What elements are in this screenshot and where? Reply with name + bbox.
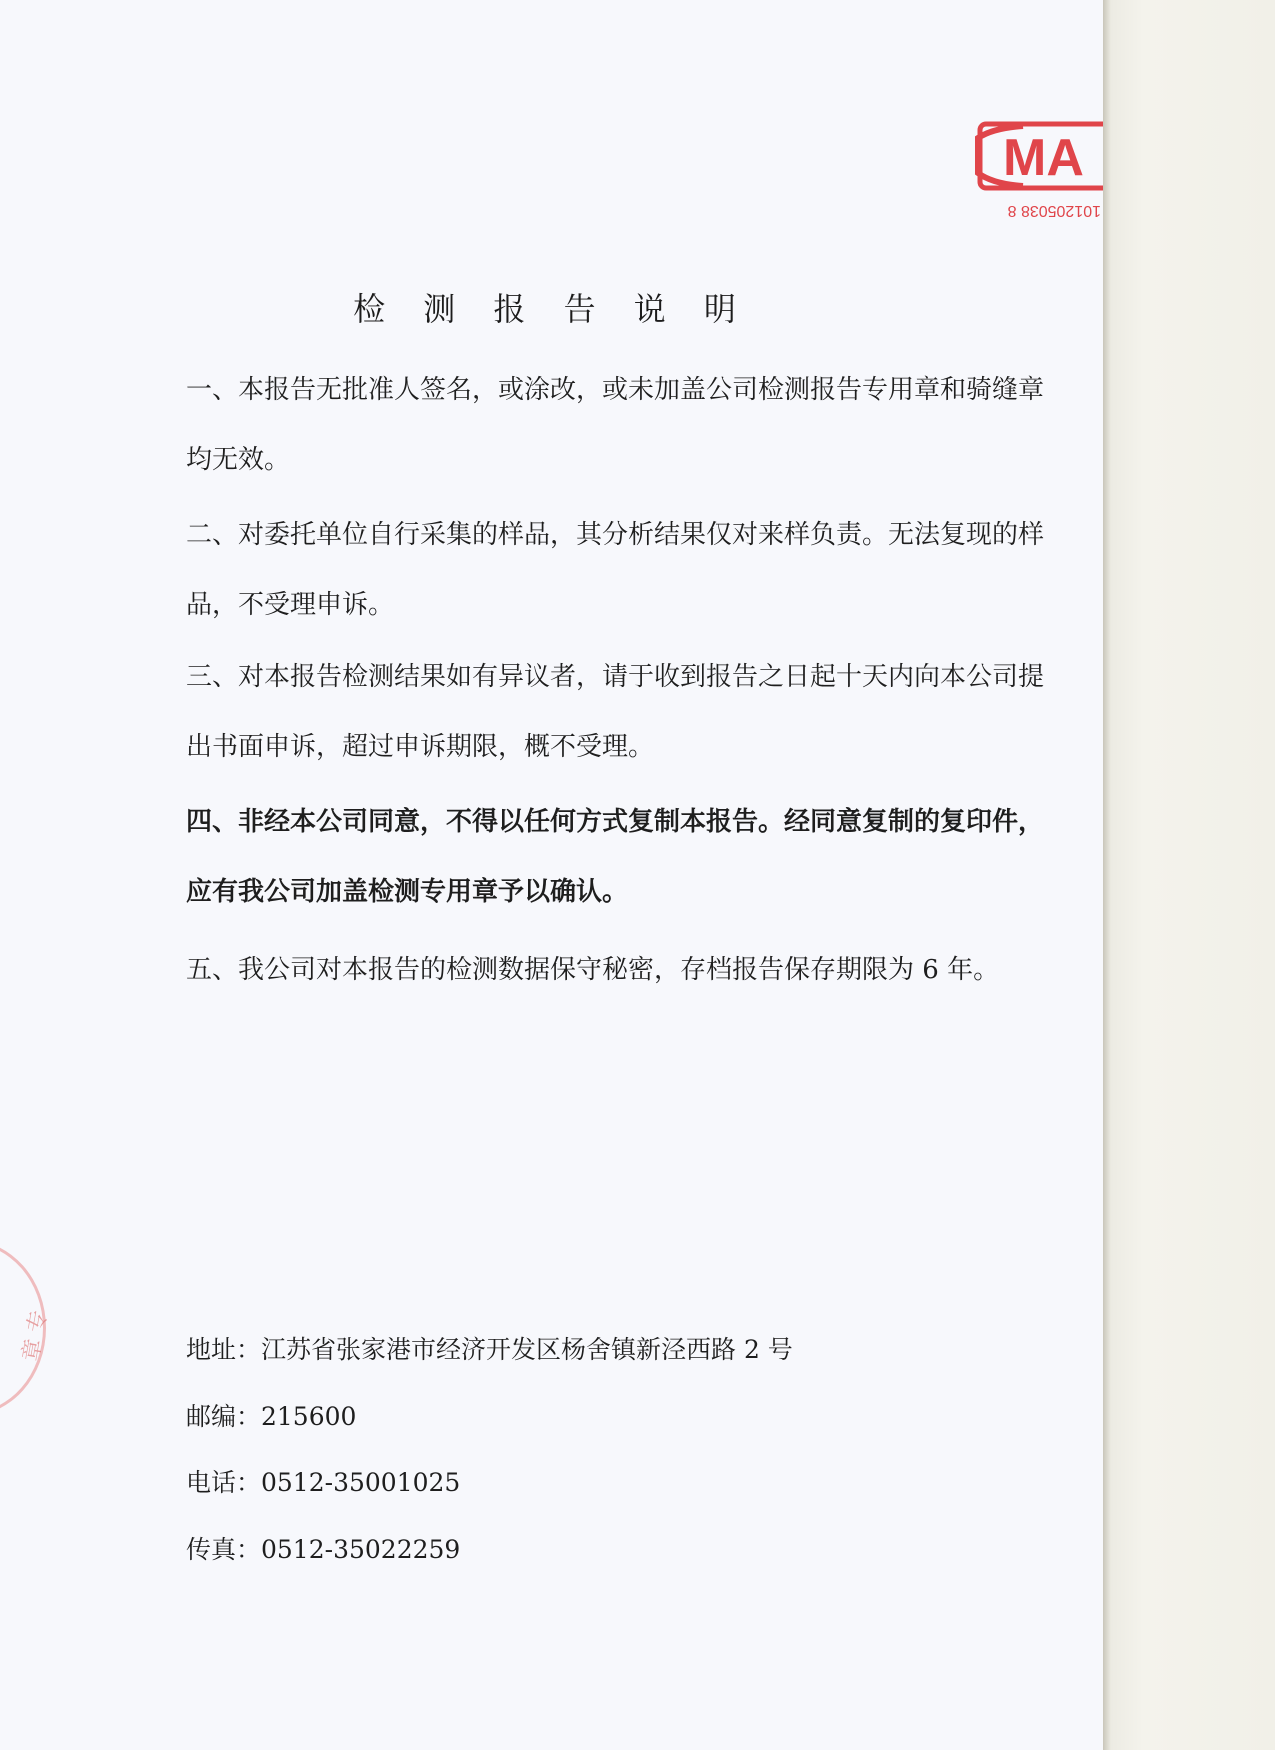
postcode-line: 邮编：215600 (186, 1402, 357, 1431)
clause-2: 二、对委托单位自行采集的样品，其分析结果仅对来样负责。无法复现的样品，不受理申诉。 (186, 520, 1045, 620)
clause-4: 四、非经本公司同意，不得以任何方式复制本报告。经同意复制的复印件，应有我公司加盖检测专用章予以确认。 (186, 807, 1045, 907)
clause-1: 一、本报告无批准人签名，或涂改，或未加盖公司检测报告专用章和骑缝章均无效。 (186, 375, 1045, 475)
address-line: 地址：江苏省张家港市经济开发区杨舍镇新泾西路 2 号 (186, 1335, 793, 1364)
fax-line: 传真：0512-35022259 (186, 1535, 461, 1564)
page-title: 检 测 报 告 说 明 (353, 290, 750, 328)
cma-seal (963, 108, 1103, 233)
svg-text:MA: MA (1003, 129, 1084, 187)
cma-seal-icon (963, 108, 1103, 233)
next-page-edge (1103, 0, 1275, 1750)
partial-seal-text: 章 专 (18, 1308, 53, 1364)
clause-5: 五、我公司对本报告的检测数据保守秘密，存档报告保存期限为 6 年。 (186, 955, 1000, 985)
clause-3: 三、对本报告检测结果如有异议者，请于收到报告之日起十天内向本公司提出书面申诉，超过申诉期限，概不受理。 (186, 662, 1045, 762)
phone-line: 电话：0512-35001025 (186, 1468, 461, 1497)
svg-text:101205038 8: 101205038 8 (1007, 202, 1101, 219)
